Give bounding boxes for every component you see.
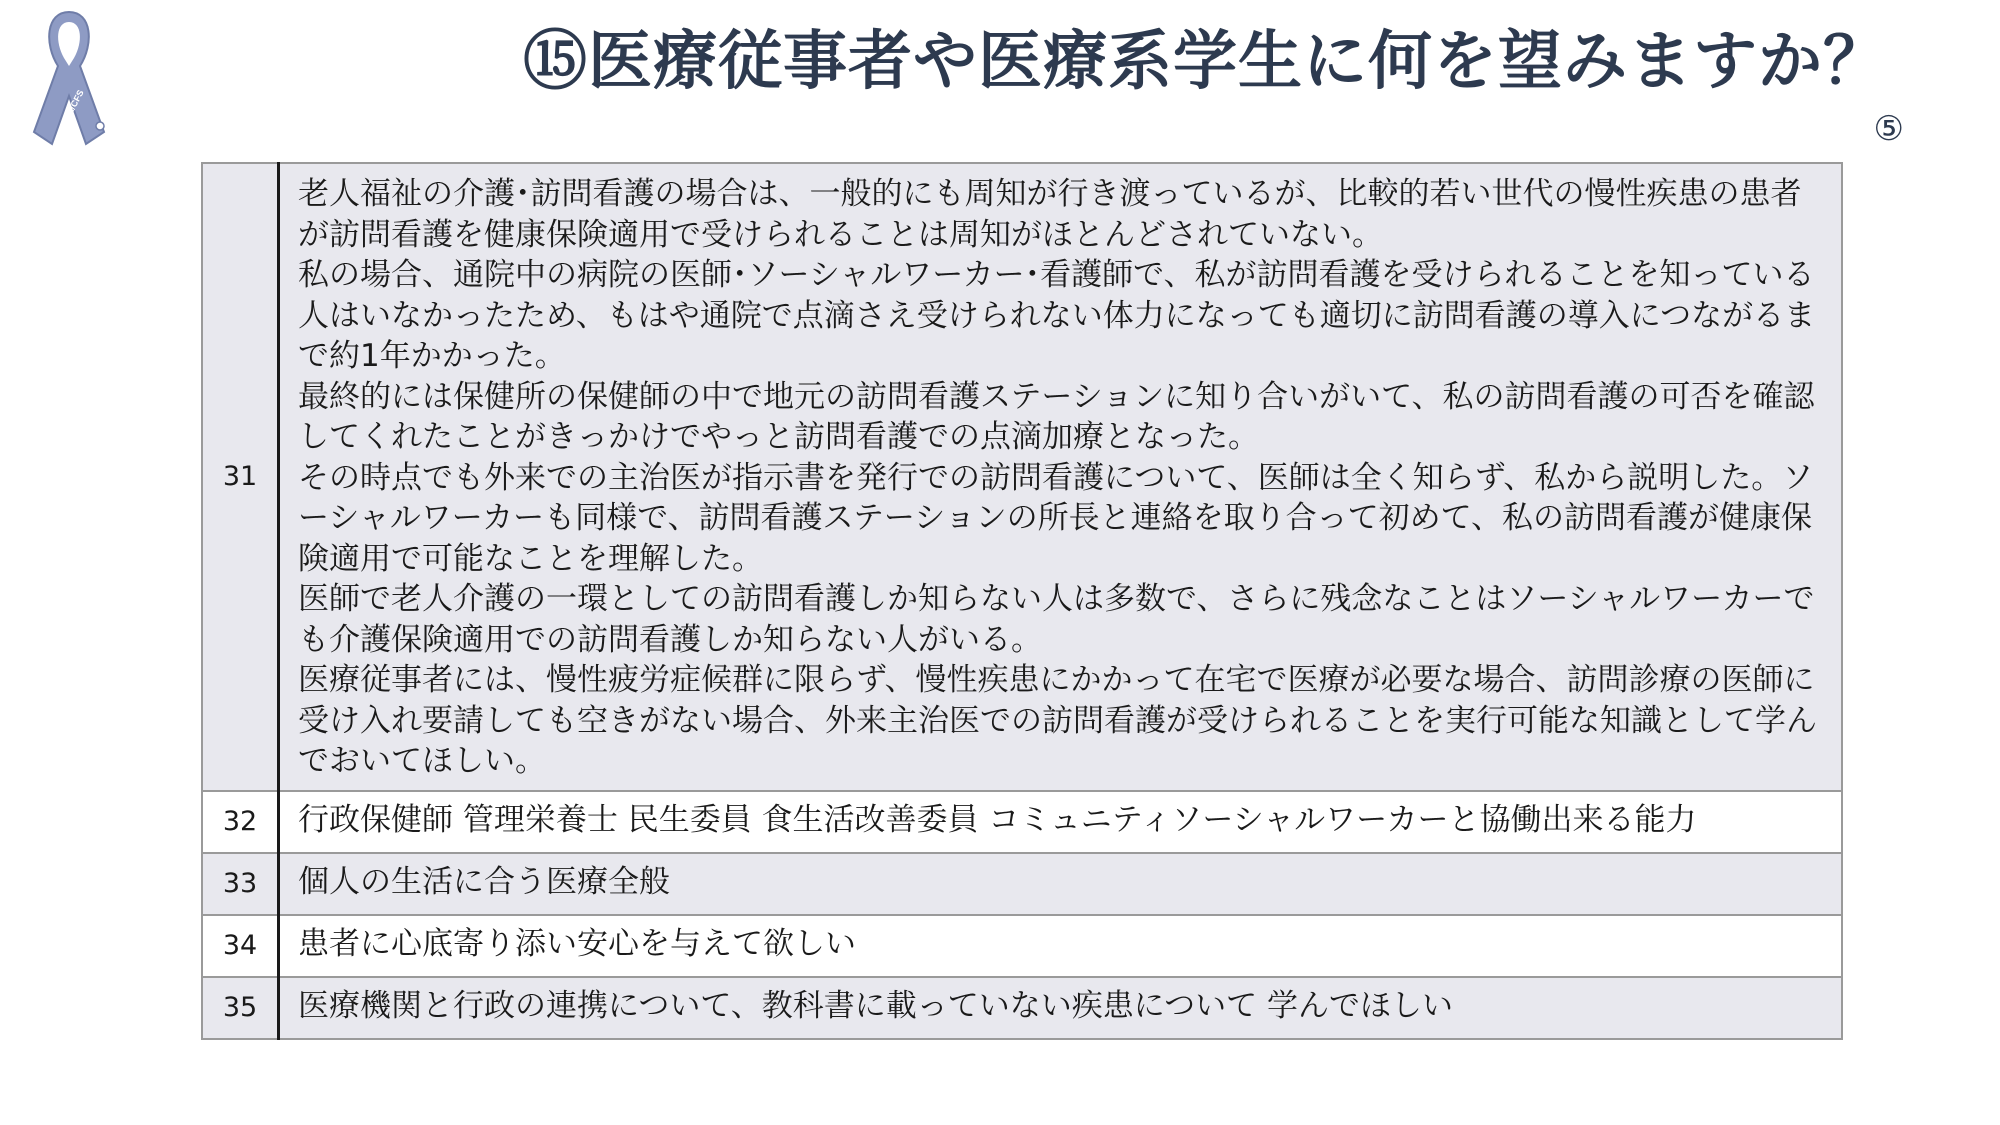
row-paragraph: 老人福祉の介護･訪問看護の場合は、一般的にも周知が行き渡っているが、比較的若い世代の慢性疾患の患者が訪問看護を健康保険適用で受けられることは周知がほとんどされていない。 xyxy=(298,176,1802,253)
row-paragraph: その時点でも外来での主治医が指示書を発行での訪問看護について、医師は全く知らず、私から説明した。ソーシャルワーカーも同様で、訪問看護ステーションの所長と連絡を取り合って初めて、私の訪問看護が健康保険適用で可能なことを理解した。 xyxy=(298,459,1814,577)
row-text: 患者に心底寄り添い安心を与えて欲しい xyxy=(279,915,1843,977)
table-row xyxy=(202,977,1842,1039)
row-number: 35 xyxy=(202,977,279,1039)
page-marker: ⑤ xyxy=(1873,109,1904,149)
table-row xyxy=(202,853,1842,915)
row-number: 32 xyxy=(202,791,279,853)
row-number: 31 xyxy=(202,163,279,791)
row-text: 医療機関と行政の連携について、教科書に載っていない疾患について 学んでほしい xyxy=(279,977,1843,1039)
row-number: 33 xyxy=(202,853,279,915)
page-title: ⑮医療従事者や医療系学生に何を望みますか？ xyxy=(523,25,1888,99)
row-text xyxy=(279,163,1843,791)
row-paragraph: 医師で老人介護の一環としての訪問看護しか知らない人は多数で、さらに残念なことはソーシャルワーカーでも介護保険適用での訪問看護しか知らない人がいる。 xyxy=(298,581,1815,658)
awareness-ribbon-icon xyxy=(24,4,114,154)
row-paragraph: 最終的には保健所の保健師の中で地元の訪問看護ステーションに知り合いがいて、私の訪問看護の可否を確認してくれたことがきっかけでやっと訪問看護での点滴加療となった。 xyxy=(298,378,1815,455)
row-paragraph: 医療従事者には、慢性疲労症候群に限らず、慢性疾患にかかって在宅で医療が必要な場合、訪問診療の医師に受け入れ要請しても空きがない場合、外来主治医での訪問看護が受けられることを実行可能な知識として学んでおいてほしい。 xyxy=(298,662,1817,779)
table-row xyxy=(202,791,1842,853)
responses-table xyxy=(201,162,1843,1040)
row-text: 個人の生活に合う医療全般 xyxy=(279,853,1843,915)
logo-text: ME/CFS xyxy=(60,88,86,123)
table-row xyxy=(202,163,1842,791)
row-text: 行政保健師 管理栄養士 民生委員 食生活改善委員 コミュニティソーシャルワーカーと協働出来る能力 xyxy=(279,791,1843,853)
row-number: 34 xyxy=(202,915,279,977)
table-row xyxy=(202,915,1842,977)
row-paragraph: 私の場合、通院中の病院の医師･ソーシャルワーカー･看護師で、私が訪問看護を受けられることを知っている人はいなかったため、もはや通院で点滴さえ受けられない体力になっても適切に訪問看護の導入につながるまで約1年かかった。 xyxy=(298,257,1816,374)
